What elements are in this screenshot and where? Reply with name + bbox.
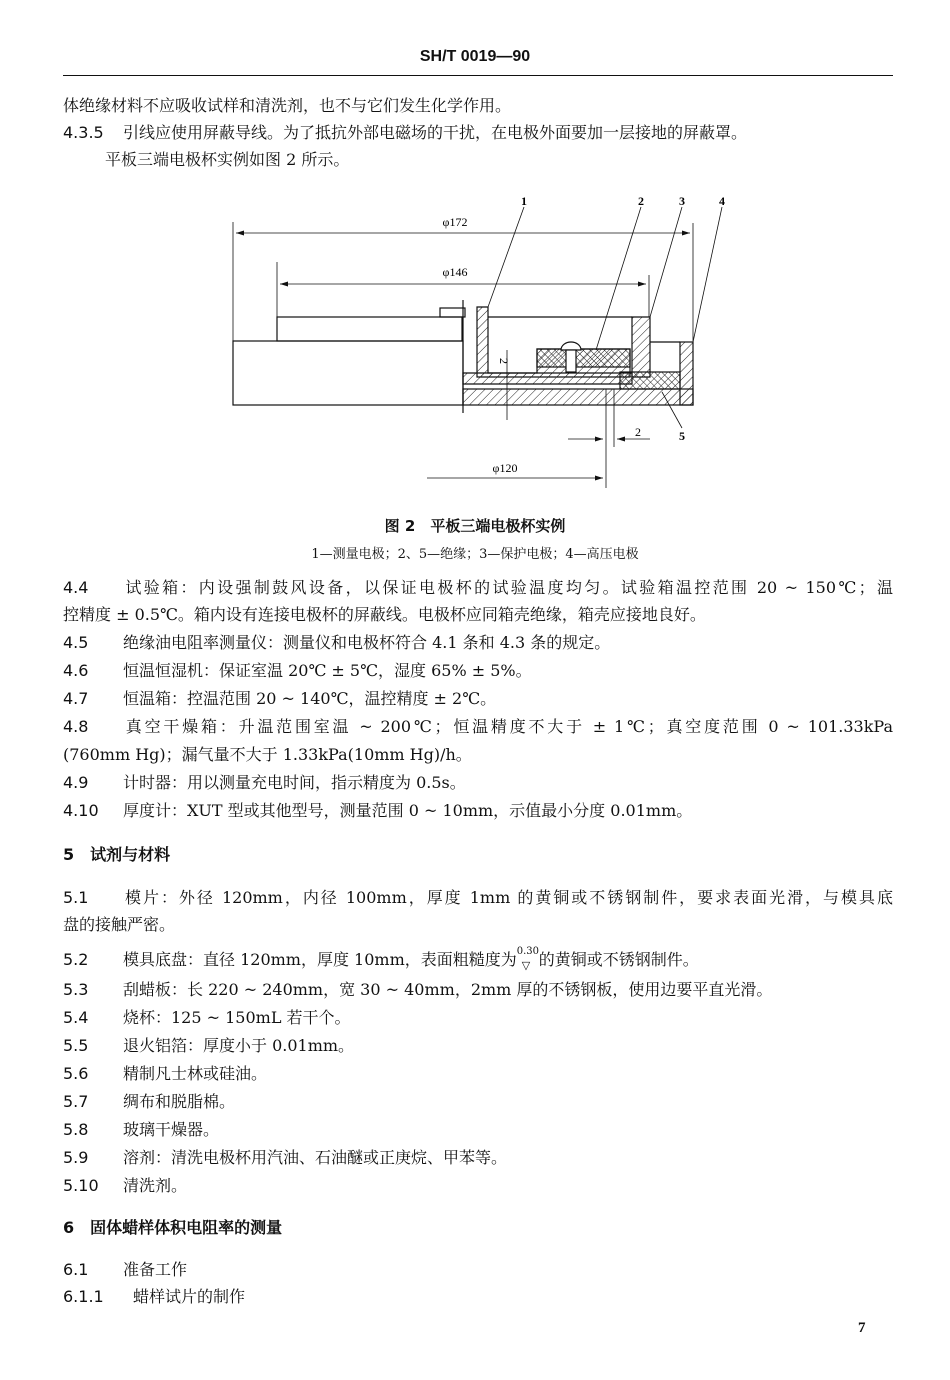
clause-5-5 [63,1035,354,1057]
clause-text: 恒温恒湿机：保证室温 20℃ ± 5℃，湿度 65% ± 5%。 [123,661,532,680]
clause-text: 玻璃干燥器。 [123,1120,220,1139]
clause-text: 试验箱：内设强制鼓风设备，以保证电极杯的试验温度均匀。试验箱温控范围 20 ~ 150℃；温 [123,578,893,597]
clause-4-7 [63,688,496,710]
clause-5-7 [63,1091,235,1113]
clause-text: 引线应使用屏蔽导线。为了抵抗外部电磁场的干扰，在电极外面要加一层接地的屏蔽罩。 [123,123,748,142]
clause-5-2 [63,946,699,972]
clause-number: 5.9 [63,1148,89,1167]
clause-number: 5.10 [63,1176,99,1195]
clause-4-5 [63,632,610,654]
section-6-heading: 6 固体蜡样体积电阻率的测量 [63,1218,283,1237]
clause-text-2: 的黄铜或不锈钢制件。 [538,950,699,969]
clause-number: 5.5 [63,1036,89,1055]
clause-5-4 [63,1007,351,1029]
clause-4-9 [63,772,466,794]
clause-5-9 [63,1147,507,1169]
callout-2: 2 [638,194,644,208]
section-5-heading: 5 试剂与材料 [63,845,171,864]
clause-text: 真空干燥箱：升温范围室温 ~ 200℃；恒温精度不大于 ± 1℃；真空度范围 0 ~ 101.33kPa [123,717,893,736]
clause-number: 4.6 [63,661,89,680]
dim-gap-horizontal: 2 [635,425,641,439]
clause-5-8 [63,1119,219,1141]
clause-4-3-5 [63,122,747,144]
callout-3: 3 [679,194,685,208]
dim-146: φ146 [442,265,468,279]
figure-legend: 1—测量电极；2、5—绝缘；3—保护电极；4—高压电极 [311,547,639,562]
clause-text: 恒温箱：控温范围 20 ~ 140℃，温控精度 ± 2℃。 [123,689,497,708]
clause-4-6 [63,660,532,682]
clause-5-10 [63,1175,187,1197]
clause-text: 计时器：用以测量充电时间，指示精度为 0.5s。 [123,773,466,792]
clause-text: 厚度计：XUT 型或其他型号，测量范围 0 ~ 10mm，示值最小分度 0.01mm。 [123,801,693,820]
clause-4-8 [63,716,893,738]
clause-6-1 [63,1259,187,1281]
clause-text: 刮蜡板：长 220 ~ 240mm，宽 30 ~ 40mm，2mm 厚的不锈钢板，使用边要平直光滑。 [123,980,773,999]
clause-number: 5.7 [63,1092,89,1111]
clause-text: 溶剂：清洗电极杯用汽油、石油醚或正庚烷、甲苯等。 [123,1148,508,1167]
clause-number: 4.5 [63,633,89,652]
clause-number: 5.3 [63,980,89,999]
clause-number: 5.4 [63,1008,89,1027]
clause-5-1 [63,887,893,909]
clause-number: 6.1 [63,1260,89,1279]
clause-5-3 [63,979,772,1001]
header-rule [63,75,893,76]
clause-text: 退火铝箔：厚度小于 0.01mm。 [123,1036,355,1055]
clause-text: 模具底盘：直径 120mm，厚度 10mm，表面粗糙度为 [123,950,517,969]
clause-5-1-cont: 盘的接触严密。 [63,915,176,934]
clause-text: 准备工作 [123,1260,188,1279]
clause-number: 4.3.5 [63,123,104,142]
clause-text: 模片：外径 120mm，内径 100mm，厚度 1mm 的黄铜或不锈钢制件，要求表面光滑，与模具底 [123,888,893,907]
figure-caption: 图 2 平板三端电极杯实例 [384,517,566,535]
callout-4: 4 [719,194,725,208]
clause-5-6 [63,1063,267,1085]
clause-6-1-1 [63,1286,245,1308]
clause-number: 4.10 [63,801,99,820]
figure-electrode-cup [220,190,740,490]
figure-intro: 平板三端电极杯实例如图 2 所示。 [105,150,350,169]
clause-text: 清洗剂。 [123,1176,188,1195]
clause-text: 烧杯：125 ~ 150mL 若干个。 [123,1008,351,1027]
page-number: 7 [858,1320,866,1336]
roughness-value: 0.30 [516,946,540,957]
roughness-symbol: 0.30 ▽ [517,949,539,969]
clause-number: 5.8 [63,1120,89,1139]
clause-4-8-cont: (760mm Hg)；漏气量不大于 1.33kPa(10mm Hg)/h。 [63,745,472,764]
clause-number: 4.7 [63,689,89,708]
clause-number: 5.1 [63,888,89,907]
dim-172: φ172 [442,215,468,229]
clause-text: 绸布和脱脂棉。 [123,1092,236,1111]
clause-number: 4.8 [63,717,89,736]
clause-number: 5.6 [63,1064,89,1083]
paragraph-continuation: 体绝缘材料不应吸收试样和清洗剂，也不与它们发生化学作用。 [63,96,512,115]
clause-number: 4.4 [63,578,89,597]
dim-120: φ120 [492,461,518,475]
callout-1: 1 [521,194,527,208]
callout-5: 5 [679,429,685,443]
clause-text: 绝缘油电阻率测量仪：测量仪和电极杯符合 4.1 条和 4.3 条的规定。 [123,633,611,652]
clause-4-10 [63,800,692,822]
clause-text: 精制凡士林或硅油。 [123,1064,268,1083]
clause-number: 5.2 [63,950,89,969]
clause-4-4-cont: 控精度 ± 0.5℃。箱内设有连接电极杯的屏蔽线。电极杯应同箱壳绝缘，箱壳应接地良好。 [63,605,706,624]
clause-number: 6.1.1 [63,1287,104,1306]
clause-number: 4.9 [63,773,89,792]
clause-4-4 [63,577,893,599]
clause-text: 蜡样试片的制作 [133,1287,246,1306]
dim-gap-vertical: 2 [497,358,511,364]
running-header: SH/T 0019—90 [419,48,531,65]
